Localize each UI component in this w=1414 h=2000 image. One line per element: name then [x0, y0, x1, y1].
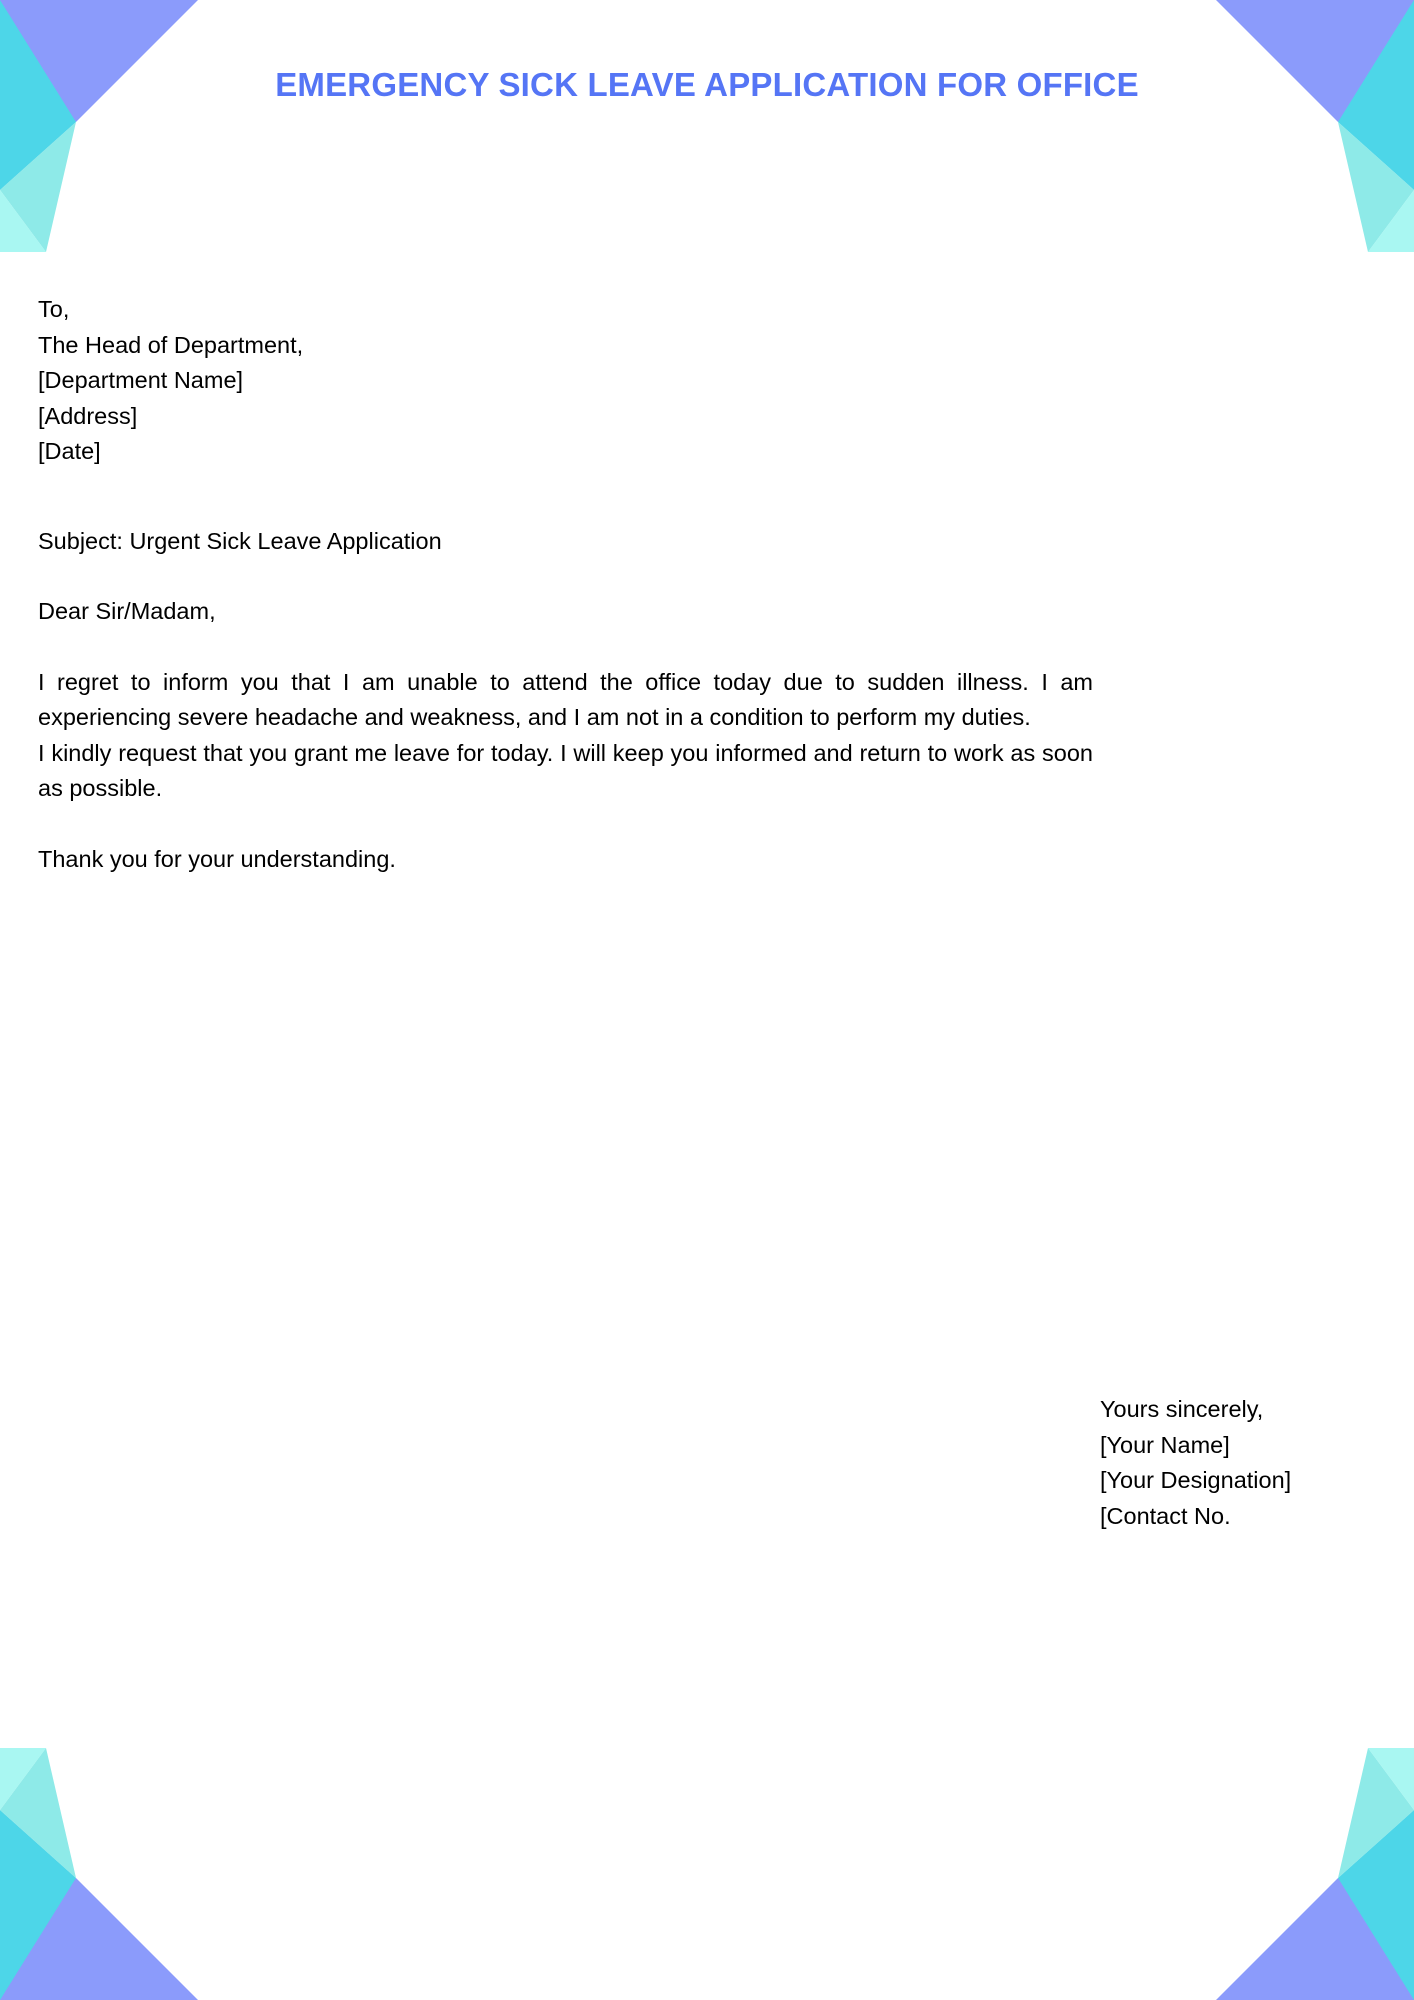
body-paragraph-1: I regret to inform you that I am unable to attend the office today due to sudden illness. I am experiencing severe headache and weakness, and I am not in a condition to perform my duties. — [38, 668, 1093, 730]
recipient-to: To, — [38, 296, 70, 322]
body-paragraph-2: I kindly request that you grant me leave for today. I will keep you informed and return to work as soon as possible. — [38, 739, 1093, 801]
signature-your-name: [Your Name] — [1100, 1431, 1230, 1458]
salutation: Dear Sir/Madam, — [38, 598, 216, 624]
bottom-right-decoration — [1184, 1730, 1414, 2000]
spacer-after-subject — [38, 559, 1093, 594]
signature-contact-no: [Contact No. — [1100, 1502, 1231, 1529]
bottom-left-decoration — [0, 1730, 230, 2000]
spacer-before-thanks — [38, 807, 1093, 842]
closing-thanks: Thank you for your understanding. — [38, 845, 396, 872]
signature-closing: Yours sincerely, — [1100, 1396, 1264, 1422]
recipient-department-name: [Department Name] — [38, 367, 244, 393]
spacer-after-recipient — [38, 470, 1093, 524]
top-right-decoration — [1184, 0, 1414, 270]
subject-line: Subject: Urgent Sick Leave Application — [38, 527, 442, 554]
recipient-head-of-department: The Head of Department, — [38, 331, 304, 358]
spacer-after-salutation — [38, 630, 1093, 665]
signature-block — [1100, 1392, 1400, 1534]
top-left-decoration — [0, 0, 230, 270]
recipient-address: [Address] — [38, 402, 138, 429]
page-title: EMERGENCY SICK LEAVE APPLICATION FOR OFFICE — [275, 66, 1139, 103]
recipient-date: [Date] — [38, 438, 101, 464]
page-title-container — [0, 66, 1414, 104]
signature-your-designation: [Your Designation] — [1100, 1467, 1292, 1493]
letter-body — [38, 292, 1093, 877]
recipient-block — [38, 292, 1093, 470]
